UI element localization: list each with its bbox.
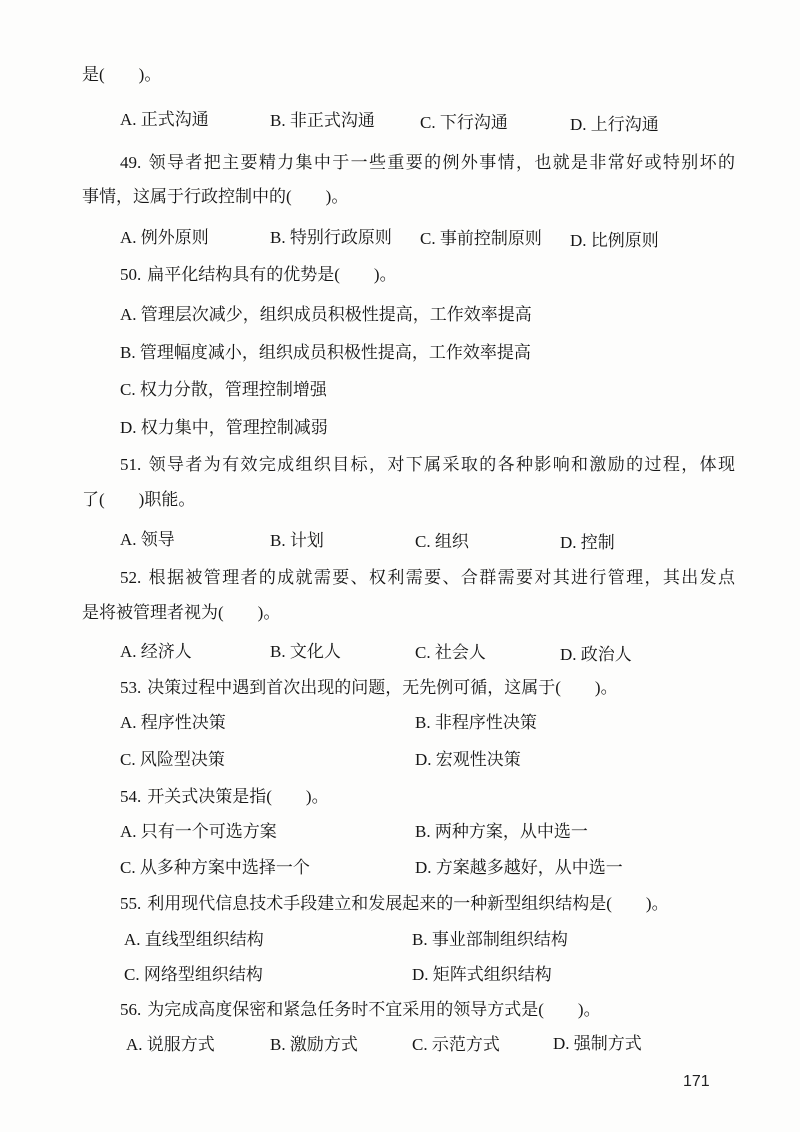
q55-option-d: D. 矩阵式组织结构	[412, 965, 552, 984]
q53-stem-text-1: 决策过程中遇到首次出现的问题，无先例可循，这属于( )。	[147, 678, 618, 697]
q51-option-d: D. 控制	[560, 533, 615, 552]
q52-option-a: A. 经济人	[120, 642, 192, 661]
q48-stem-tail: 是( )。	[82, 65, 162, 84]
q54-option-c: C. 从多种方案中选择一个	[120, 858, 310, 877]
q52-stem-text-1: 根据被管理者的成就需要、权利需要、合群需要对其进行管理，其出发点	[147, 568, 735, 587]
q50-option-a: A. 管理层次减少，组织成员积极性提高，工作效率提高	[120, 305, 532, 324]
q51-option-a: A. 领导	[120, 530, 175, 549]
q53-option-a: A. 程序性决策	[120, 713, 226, 732]
q48-option-c: C. 下行沟通	[420, 113, 508, 132]
q52-option-b: B. 文化人	[270, 642, 341, 661]
q54-option-a: A. 只有一个可选方案	[120, 822, 277, 841]
q55-stem-text-1: 利用现代信息技术手段建立和发展起来的一种新型组织结构是( )。	[147, 894, 669, 913]
q56-number: 56.	[120, 1000, 142, 1019]
q53-option-c: C. 风险型决策	[120, 750, 225, 769]
q49-stem-line-1	[120, 153, 735, 173]
q49-stem-text-1: 领导者把主要精力集中于一些重要的例外事情，也就是非常好或特别坏的	[147, 153, 735, 172]
q51-option-b: B. 计划	[270, 531, 324, 550]
q55-option-a: A. 直线型组织结构	[124, 930, 264, 949]
q52-option-d: D. 政治人	[560, 645, 632, 664]
q56-option-a: A. 说服方式	[126, 1035, 215, 1054]
q51-stem-line-1	[120, 455, 735, 475]
q56-option-b: B. 激励方式	[270, 1035, 358, 1054]
q50-option-c: C. 权力分散，管理控制增强	[120, 380, 327, 399]
q51-option-c: C. 组织	[415, 532, 469, 551]
q55-option-c: C. 网络型组织结构	[124, 965, 263, 984]
q50-option-b: B. 管理幅度减小，组织成员积极性提高，工作效率提高	[120, 343, 531, 362]
q53-option-d: D. 宏观性决策	[415, 750, 521, 769]
q55-number: 55.	[120, 894, 142, 913]
q52-number: 52.	[120, 568, 142, 587]
q51-stem-text-1: 领导者为有效完成组织目标，对下属采取的各种影响和激励的过程，体现	[147, 455, 735, 474]
q49-option-c: C. 事前控制原则	[420, 229, 542, 248]
q48-option-a: A. 正式沟通	[120, 110, 209, 129]
q56-option-c: C. 示范方式	[412, 1035, 500, 1054]
q49-option-a: A. 例外原则	[120, 228, 209, 247]
q50-number: 50.	[120, 265, 142, 284]
q54-number: 54.	[120, 787, 142, 806]
q56-stem-line-1	[120, 1000, 601, 1020]
q53-stem-line-1	[120, 678, 618, 698]
q50-option-d: D. 权力集中，管理控制减弱	[120, 418, 328, 437]
q49-option-b: B. 特别行政原则	[270, 228, 392, 247]
q53-number: 53.	[120, 678, 142, 697]
q50-stem-line-1	[120, 265, 397, 285]
q49-stem-line-2: 事情，这属于行政控制中的( )。	[82, 187, 349, 206]
q49-number: 49.	[120, 153, 142, 172]
q51-number: 51.	[120, 455, 142, 474]
q52-option-c: C. 社会人	[415, 643, 486, 662]
q48-option-b: B. 非正式沟通	[270, 111, 375, 130]
q48-option-d: D. 上行沟通	[570, 115, 659, 134]
q54-stem-text-1: 开关式决策是指( )。	[147, 787, 329, 806]
page-number: 171	[683, 1073, 710, 1090]
q56-option-d: D. 强制方式	[553, 1034, 642, 1053]
q52-stem-line-2: 是将被管理者视为( )。	[82, 603, 281, 622]
q52-stem-line-1	[120, 568, 735, 588]
q54-stem-line-1	[120, 787, 329, 807]
q53-option-b: B. 非程序性决策	[415, 713, 537, 732]
q51-stem-line-2: 了( )职能。	[82, 490, 196, 509]
q49-option-d: D. 比例原则	[570, 231, 659, 250]
q50-stem-text-1: 扁平化结构具有的优势是( )。	[147, 265, 397, 284]
q56-stem-text-1: 为完成高度保密和紧急任务时不宜采用的领导方式是( )。	[147, 1000, 601, 1019]
q54-option-b: B. 两种方案，从中选一	[415, 822, 588, 841]
q54-option-d: D. 方案越多越好，从中选一	[415, 858, 623, 877]
q55-stem-line-1	[120, 894, 669, 914]
q55-option-b: B. 事业部制组织结构	[412, 930, 568, 949]
